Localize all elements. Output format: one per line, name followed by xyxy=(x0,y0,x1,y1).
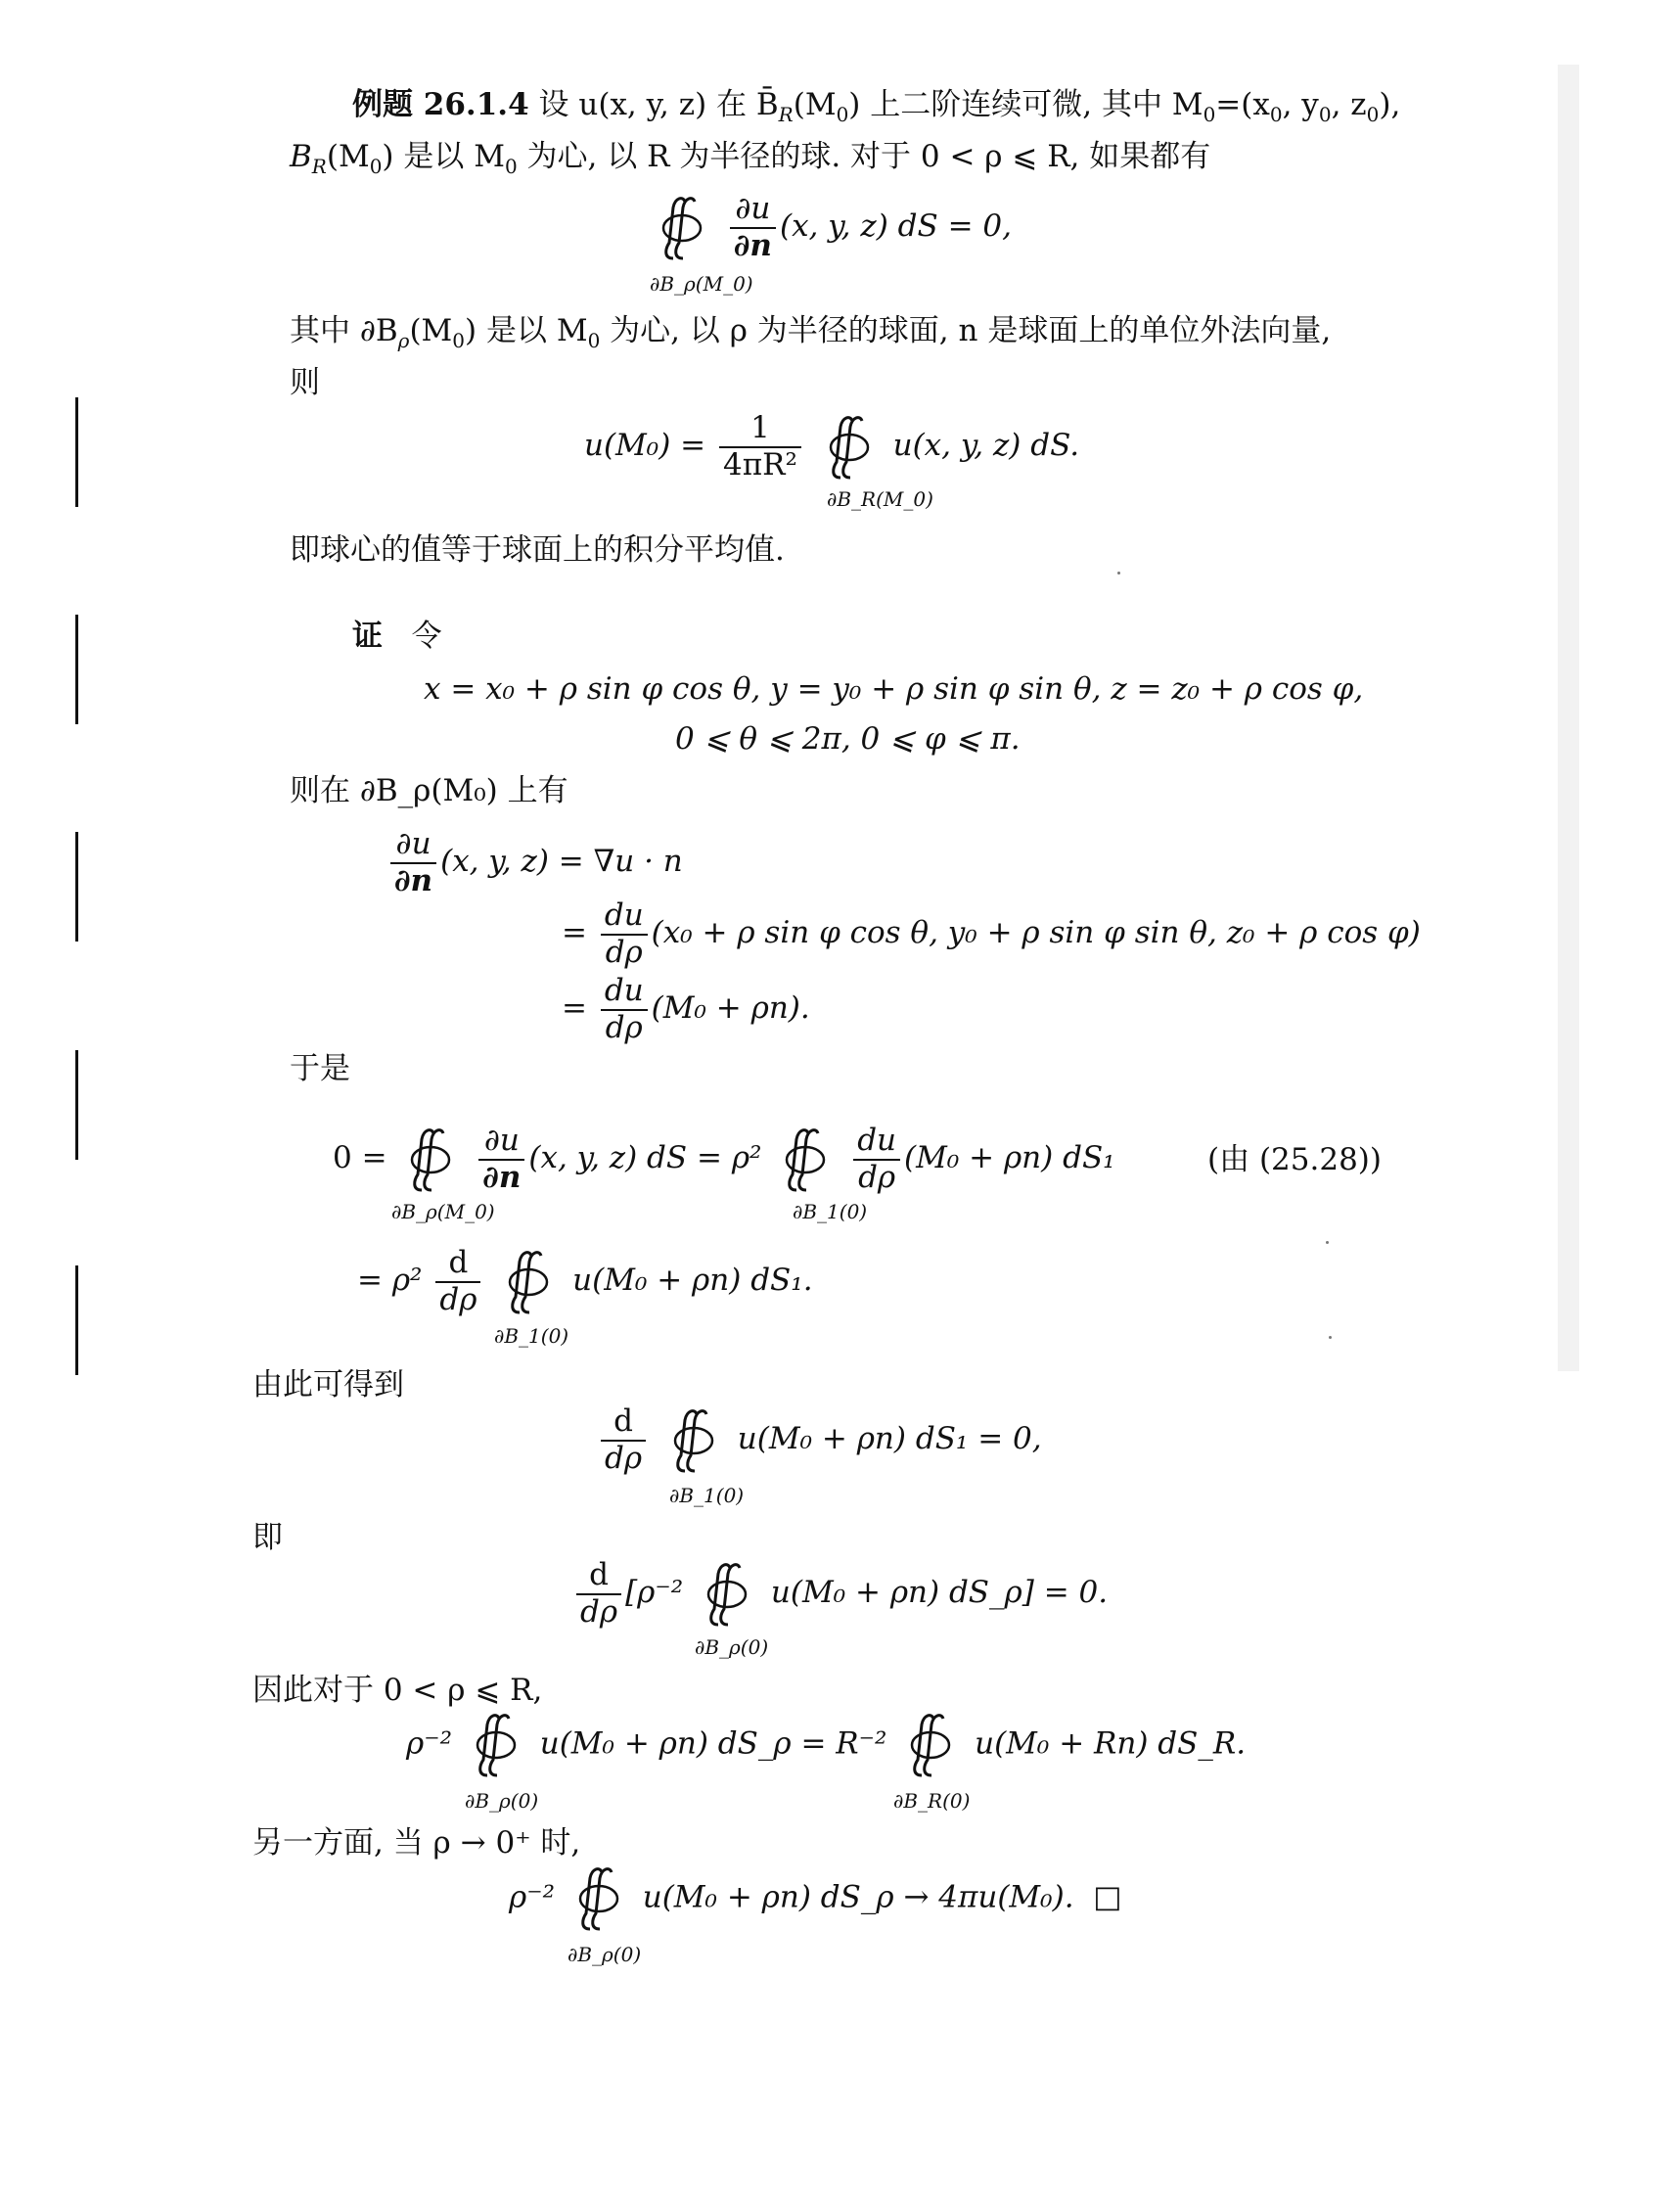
integral-domain-label: ∂B_ρ(0) xyxy=(695,1635,769,1659)
integral-domain-label: ∂B_ρ(0) xyxy=(568,1943,642,1966)
scan-speck xyxy=(1117,572,1120,574)
proof-ie: 即 xyxy=(252,1520,283,1555)
integral-domain-label: ∂B_R(0) xyxy=(893,1789,971,1813)
equation-derivative-zero: $\frac{d}{d\rho}$ u(M₀ + ρn) dS₁ = 0, xyxy=(597,1404,1042,1476)
proof-intro: 证 令 xyxy=(352,619,442,654)
example-label: 例题 26.1.4 xyxy=(352,87,529,122)
equation-limit: ρ⁻² u(M₀ + ρn) dS_ρ → 4πu(M₀). □ xyxy=(509,1864,1122,1933)
margin-bar xyxy=(75,1050,78,1160)
surface-integral-icon xyxy=(500,1248,557,1316)
example-line-4: 则 xyxy=(290,365,320,400)
equation-scaled-derivative-zero: $\frac{d}{d\rho}$ [ρ⁻² u(M₀ + ρn) dS_ρ] = 0. xyxy=(572,1558,1108,1630)
margin-bar xyxy=(75,832,78,942)
scan-speck xyxy=(1326,1241,1329,1244)
proof-hence: 由此可得到 xyxy=(252,1367,404,1402)
qed-box: □ xyxy=(1093,1879,1122,1915)
example-line-1: 例题 26.1.4 设 u(x, y, z) 在 $B̄_R(M_0)$ 上二阶连续可微, 其中 $M_0=(x_0$, $y_0$, $z_0$), xyxy=(352,87,1401,127)
integral-line-2: = ρ² $\frac{d}{d\rho}$ u(M₀ + ρn) dS₁. xyxy=(357,1245,813,1317)
margin-bar xyxy=(75,615,78,724)
surface-integral-icon xyxy=(468,1711,524,1779)
equation-radius-independence: ρ⁻² u(M₀ + ρn) dS_ρ = R⁻² u(M₀ + Rn) dS_R. xyxy=(406,1711,1246,1779)
proof-other-hand: 另一方面, 当 ρ → 0⁺ 时, xyxy=(252,1825,581,1861)
angle-range: 0 ⩽ θ ⩽ 2π, 0 ⩽ φ ⩽ π. xyxy=(675,721,1021,757)
surface-integral-icon xyxy=(699,1560,755,1629)
derivative-line-3: = $\frac{du}{d\rho}$ (M₀ + ρn). xyxy=(562,973,810,1045)
margin-bar xyxy=(75,1265,78,1375)
integral-domain-label: ∂B_ρ(0) xyxy=(465,1789,539,1813)
scan-speck xyxy=(1329,1336,1332,1339)
proof-then: 于是 xyxy=(290,1051,350,1086)
proof-on-sphere: 则在 ∂B_ρ(M₀) 上有 xyxy=(290,773,568,808)
equation-normal-derivative-zero: $\frac{\partial u}{\partial n}$ (x, y, z) dS = 0, xyxy=(648,192,1012,263)
surface-integral-icon xyxy=(570,1864,627,1933)
surface-integral-icon xyxy=(777,1126,834,1194)
integral-domain-label: ∂B_ρ(M_0) xyxy=(650,272,753,296)
surface-integral-icon xyxy=(821,413,878,482)
example-line-5: 即球心的值等于球面上的积分平均值. xyxy=(290,532,785,568)
example-line-2: $B_R(M_0)$ 是以 $M_0$ 为心, 以 R 为半径的球. 对于 0 < ρ ⩽ R, 如果都有 xyxy=(290,139,1211,179)
integral-line-1: 0 = $\frac{\partial u}{\partial n}$ (x, y, z) dS = ρ² $\frac{du}{d\rho}$ (M₀ + ρn) dS₁ xyxy=(333,1123,1115,1195)
derivative-line-1: $\frac{\partial u}{\partial n}$ (x, y, z) = ∇u · n xyxy=(386,827,683,898)
surface-integral-icon xyxy=(402,1126,459,1194)
integral-domain-label: ∂B_1(0) xyxy=(669,1484,745,1507)
derivative-line-2: = $\frac{du}{d\rho}$ (x₀ + ρ sin φ cos θ, y₀ + ρ sin φ sin θ, z₀ + ρ cos φ) xyxy=(562,897,1421,970)
proof-therefore: 因此对于 0 < ρ ⩽ R, xyxy=(252,1673,543,1708)
integral-domain-label: ∂B_1(0) xyxy=(494,1324,569,1348)
surface-integral-icon xyxy=(665,1406,722,1475)
example-line-3: 其中 $\partial B_\rho(M_0)$ 是以 $M_0$ 为心, 以 ρ 为半径的球面, n 是球面上的单位外法向量, xyxy=(290,313,1332,353)
integral-domain-label: ∂B_1(0) xyxy=(793,1200,868,1223)
integral-domain-label: ∂B_R(M_0) xyxy=(827,487,933,511)
spherical-substitution: x = x₀ + ρ sin φ cos θ, y = y₀ + ρ sin φ sin θ, z = z₀ + ρ cos φ, xyxy=(424,671,1364,707)
proof-label: 证 xyxy=(352,619,383,654)
page-edge-shade xyxy=(1558,65,1579,1371)
integral-domain-label: ∂B_ρ(M_0) xyxy=(391,1200,495,1223)
surface-integral-icon xyxy=(902,1711,959,1779)
surface-integral-icon xyxy=(654,194,710,262)
margin-bar xyxy=(75,397,78,507)
equation-reference: (由 (25.28)) xyxy=(1207,1142,1382,1177)
equation-mean-value: u(M₀) = $\frac{1}{\text{4πR²}}$ u(x, y, z) dS. xyxy=(584,410,1080,483)
